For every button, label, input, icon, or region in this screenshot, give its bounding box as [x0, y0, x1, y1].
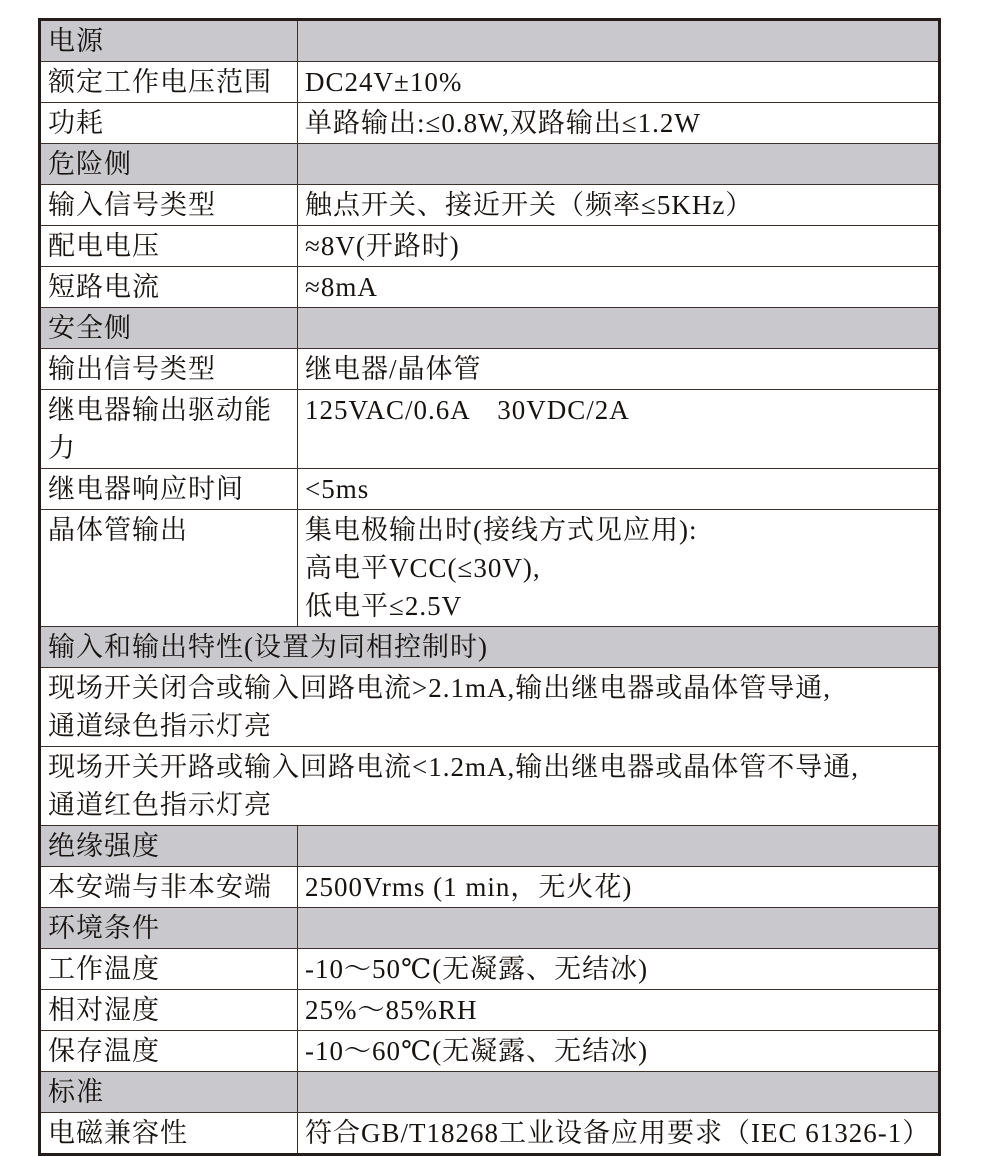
spec-value — [298, 185, 940, 226]
value-text: 25%～85%RH — [305, 995, 478, 1025]
spec-key: 输入信号类型 — [40, 185, 298, 226]
spec-key: 额定工作电压范围 — [40, 62, 298, 103]
value-text: 触点开关、接近开关（频率≤5KHz） — [305, 190, 754, 220]
note-line: 现场开关闭合或输入回路电流>2.1mA,输出继电器或晶体管导通, — [48, 673, 831, 703]
value-text: 2500Vrms (1 min，无火花) — [305, 872, 633, 902]
section-row — [40, 144, 940, 185]
spec-value — [298, 510, 940, 627]
section-label: 环境条件 — [40, 908, 298, 949]
spec-row — [40, 267, 940, 308]
spec-key: 相对湿度 — [40, 990, 298, 1031]
spec-key: 配电电压 — [40, 226, 298, 267]
section-spacer — [298, 308, 940, 349]
spec-row — [40, 510, 940, 627]
spec-value — [298, 267, 940, 308]
spec-row — [40, 469, 940, 510]
section-row — [40, 308, 940, 349]
spec-key: 功耗 — [40, 103, 298, 144]
section-label: 电源 — [40, 20, 298, 62]
spec-row — [40, 185, 940, 226]
note-row — [40, 668, 940, 747]
spec-row — [40, 949, 940, 990]
spec-key: 继电器输出驱动能力 — [40, 390, 298, 469]
value-text: -10～60℃(无凝露、无结冰) — [305, 1036, 649, 1066]
spec-row — [40, 62, 940, 103]
value-text: ≈8V(开路时) — [305, 231, 460, 261]
spec-key: 晶体管输出 — [40, 510, 298, 627]
section-spacer — [298, 144, 940, 185]
spec-key: 工作温度 — [40, 949, 298, 990]
spec-note — [40, 668, 940, 747]
spec-value — [298, 469, 940, 510]
value-line: 集电极输出时(接线方式见应用): — [305, 515, 698, 545]
spec-row — [40, 1113, 940, 1155]
spec-key: 电磁兼容性 — [40, 1113, 298, 1155]
note-line: 通道绿色指示灯亮 — [48, 711, 272, 741]
datasheet-page — [0, 18, 990, 1148]
spec-table-body — [40, 20, 940, 1155]
value-text: 符合GB/T18268工业设备应用要求（IEC 61326-1） — [305, 1118, 931, 1148]
spec-value — [298, 103, 940, 144]
spec-row — [40, 1031, 940, 1072]
spec-value — [298, 867, 940, 908]
spec-value — [298, 949, 940, 990]
section-label: 标准 — [40, 1072, 298, 1113]
section-row — [40, 1072, 940, 1113]
section-spacer — [298, 20, 940, 62]
value-line: 低电平≤2.5V — [305, 591, 463, 621]
spec-value — [298, 1113, 940, 1155]
value-text: 125VAC/0.6A 30VDC/2A — [305, 395, 630, 425]
section-row — [40, 826, 940, 867]
value-text: 继电器/晶体管 — [305, 354, 482, 384]
section-row — [40, 20, 940, 62]
spec-key: 短路电流 — [40, 267, 298, 308]
section-spacer — [298, 908, 940, 949]
section-row — [40, 627, 940, 668]
section-label: 安全侧 — [40, 308, 298, 349]
note-row — [40, 747, 940, 826]
spec-row — [40, 867, 940, 908]
spec-row — [40, 226, 940, 267]
spec-row — [40, 390, 940, 469]
section-label: 输入和输出特性(设置为同相控制时) — [40, 627, 940, 668]
value-text: DC24V±10% — [305, 67, 463, 97]
value-text: 单路输出:≤0.8W,双路输出≤1.2W — [305, 108, 701, 138]
spec-key: 输出信号类型 — [40, 349, 298, 390]
section-label: 危险侧 — [40, 144, 298, 185]
spec-note — [40, 747, 940, 826]
spec-value — [298, 390, 940, 469]
value-text: <5ms — [305, 474, 370, 504]
value-line: 高电平VCC(≤30V), — [305, 553, 541, 583]
value-text: -10～50℃(无凝露、无结冰) — [305, 954, 649, 984]
spec-row — [40, 103, 940, 144]
section-label: 绝缘强度 — [40, 826, 298, 867]
spec-table — [38, 18, 941, 1156]
spec-row — [40, 990, 940, 1031]
note-line: 通道红色指示灯亮 — [48, 790, 272, 820]
value-text: ≈8mA — [305, 272, 378, 302]
section-spacer — [298, 1072, 940, 1113]
spec-row — [40, 349, 940, 390]
spec-key: 保存温度 — [40, 1031, 298, 1072]
note-line: 现场开关开路或输入回路电流<1.2mA,输出继电器或晶体管不导通, — [48, 752, 859, 782]
section-row — [40, 908, 940, 949]
spec-key: 继电器响应时间 — [40, 469, 298, 510]
spec-value — [298, 226, 940, 267]
spec-value — [298, 62, 940, 103]
spec-value — [298, 990, 940, 1031]
spec-value — [298, 349, 940, 390]
spec-value — [298, 1031, 940, 1072]
spec-key: 本安端与非本安端 — [40, 867, 298, 908]
section-spacer — [298, 826, 940, 867]
